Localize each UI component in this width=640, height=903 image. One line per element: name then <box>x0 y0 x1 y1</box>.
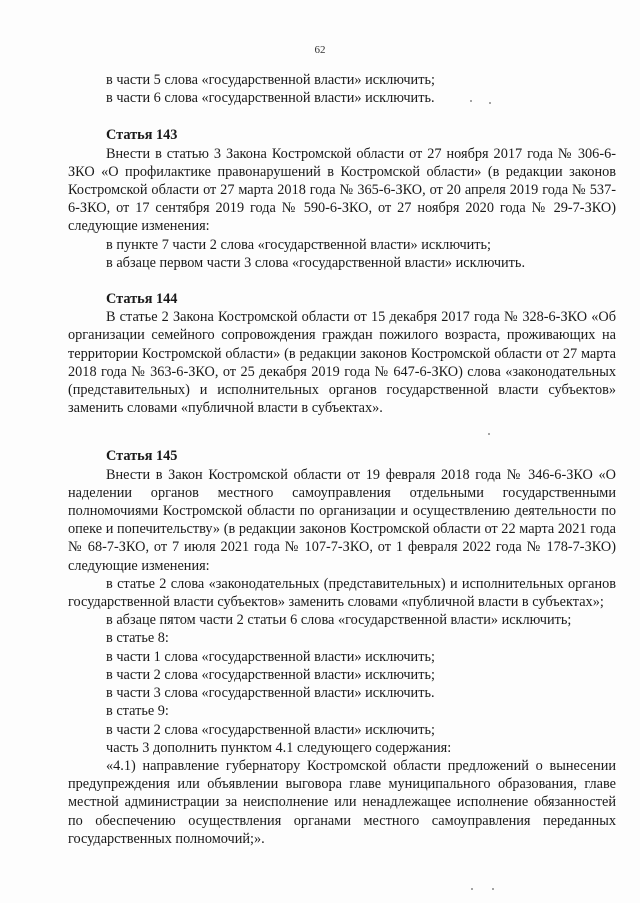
article-145-item-4: в части 1 слова «государственной власти» исключить; <box>106 648 435 665</box>
article-144-body: В статье 2 Закона Костромской области от 15 декабря 2017 года № 328-6-ЗКО «Об организации семейного сопровождения граждан пожилого возраста, проживающих на территории Костромской области» (в редакции законов Костромской области от 27 марта 2018 года № 363-6-ЗКО, от 25 декабря 2019 года № 647-6-ЗКО) слова «законодательных (представительных) и исполнительных органов государственной власти субъектов» заменить словами «публичной власти в субъектах». <box>68 309 616 417</box>
spacer <box>68 417 616 447</box>
article-145-item-5: в части 2 слова «государственной власти» исключить; <box>106 666 435 683</box>
intro-line-1: в части 5 слова «государственной власти» исключить; <box>106 72 435 88</box>
scan-speck <box>492 888 494 890</box>
document-body <box>68 71 616 848</box>
article-145-body: Внести в Закон Костромской области от 19 февраля 2018 года № 346-6-ЗКО «О наделении органов местного самоуправления отдельными государственными полномочиями Костромской области по организации и осуществлению деятельности по опеке и попечительству» (в редакции законов Костромской области от 22 марта 2021 года № 68-7-ЗКО, от 7 июля 2021 года № 107-7-ЗКО, от 1 февраля 2022 года № 178-7-ЗКО) следующие изменения: <box>68 466 616 574</box>
article-145-item-6: в части 3 слова «государственной власти» исключить. <box>106 685 435 702</box>
article-145 <box>68 447 616 847</box>
article-143-body: Внести в статью 3 Закона Костромской области от 27 ноября 2017 года № 306-6-ЗКО «О профилактике правонарушений в Костромской области» (в редакции законов Костромской области от 27 марта 2018 года № 365-6-ЗКО, от 20 апреля 2019 года № 537-6-ЗКО, от 17 сентября 2019 года № 590-6-ЗКО, от 27 ноября 2020 года № 29-7-ЗКО) следующие изменения: <box>68 145 616 235</box>
article-143-item-2: в абзаце первом части 3 слова «государственной власти» исключить. <box>106 254 526 271</box>
article-143-heading: Статья 143 <box>106 127 178 144</box>
intro-line-2: в части 6 слова «государственной власти» исключить. <box>106 90 435 107</box>
spacer <box>68 272 616 290</box>
article-144 <box>68 290 616 417</box>
article-145-item-1: в статье 2 слова «законодательных (представительных) и исполнительных органов государственной власти субъектов» заменить словами «публичной власти в субъектах»; <box>68 575 616 611</box>
article-145-item-9: часть 3 дополнить пунктом 4.1 следующего содержания: <box>106 739 452 756</box>
article-145-item-2: в абзаце пятом части 2 статьи 6 слова «государственной власти» исключить; <box>106 612 572 629</box>
article-145-item-10: «4.1) направление губернатору Костромской области предложений о вынесении предупреждения или объявлении выговора главе муниципального образования, главе местной администрации за неисполнение или ненадлежащее исполнение обязанностей по обеспечению осуществления органами местного самоуправления переданных государственных полномочий;». <box>68 757 616 847</box>
spacer <box>68 107 616 126</box>
page-number: 62 <box>314 44 326 56</box>
scan-speck <box>488 433 490 435</box>
scan-speck <box>470 100 472 102</box>
article-145-heading: Статья 145 <box>106 448 178 465</box>
article-145-item-7: в статье 9: <box>106 703 169 720</box>
scan-speck <box>471 888 473 890</box>
scan-speck <box>489 102 491 104</box>
article-145-item-8: в части 2 слова «государственной власти» исключить; <box>106 721 435 738</box>
article-143 <box>68 126 616 272</box>
article-144-heading: Статья 144 <box>106 291 178 308</box>
article-145-item-3: в статье 8: <box>106 630 169 647</box>
article-143-item-1: в пункте 7 части 2 слова «государственной власти» исключить; <box>106 236 492 253</box>
